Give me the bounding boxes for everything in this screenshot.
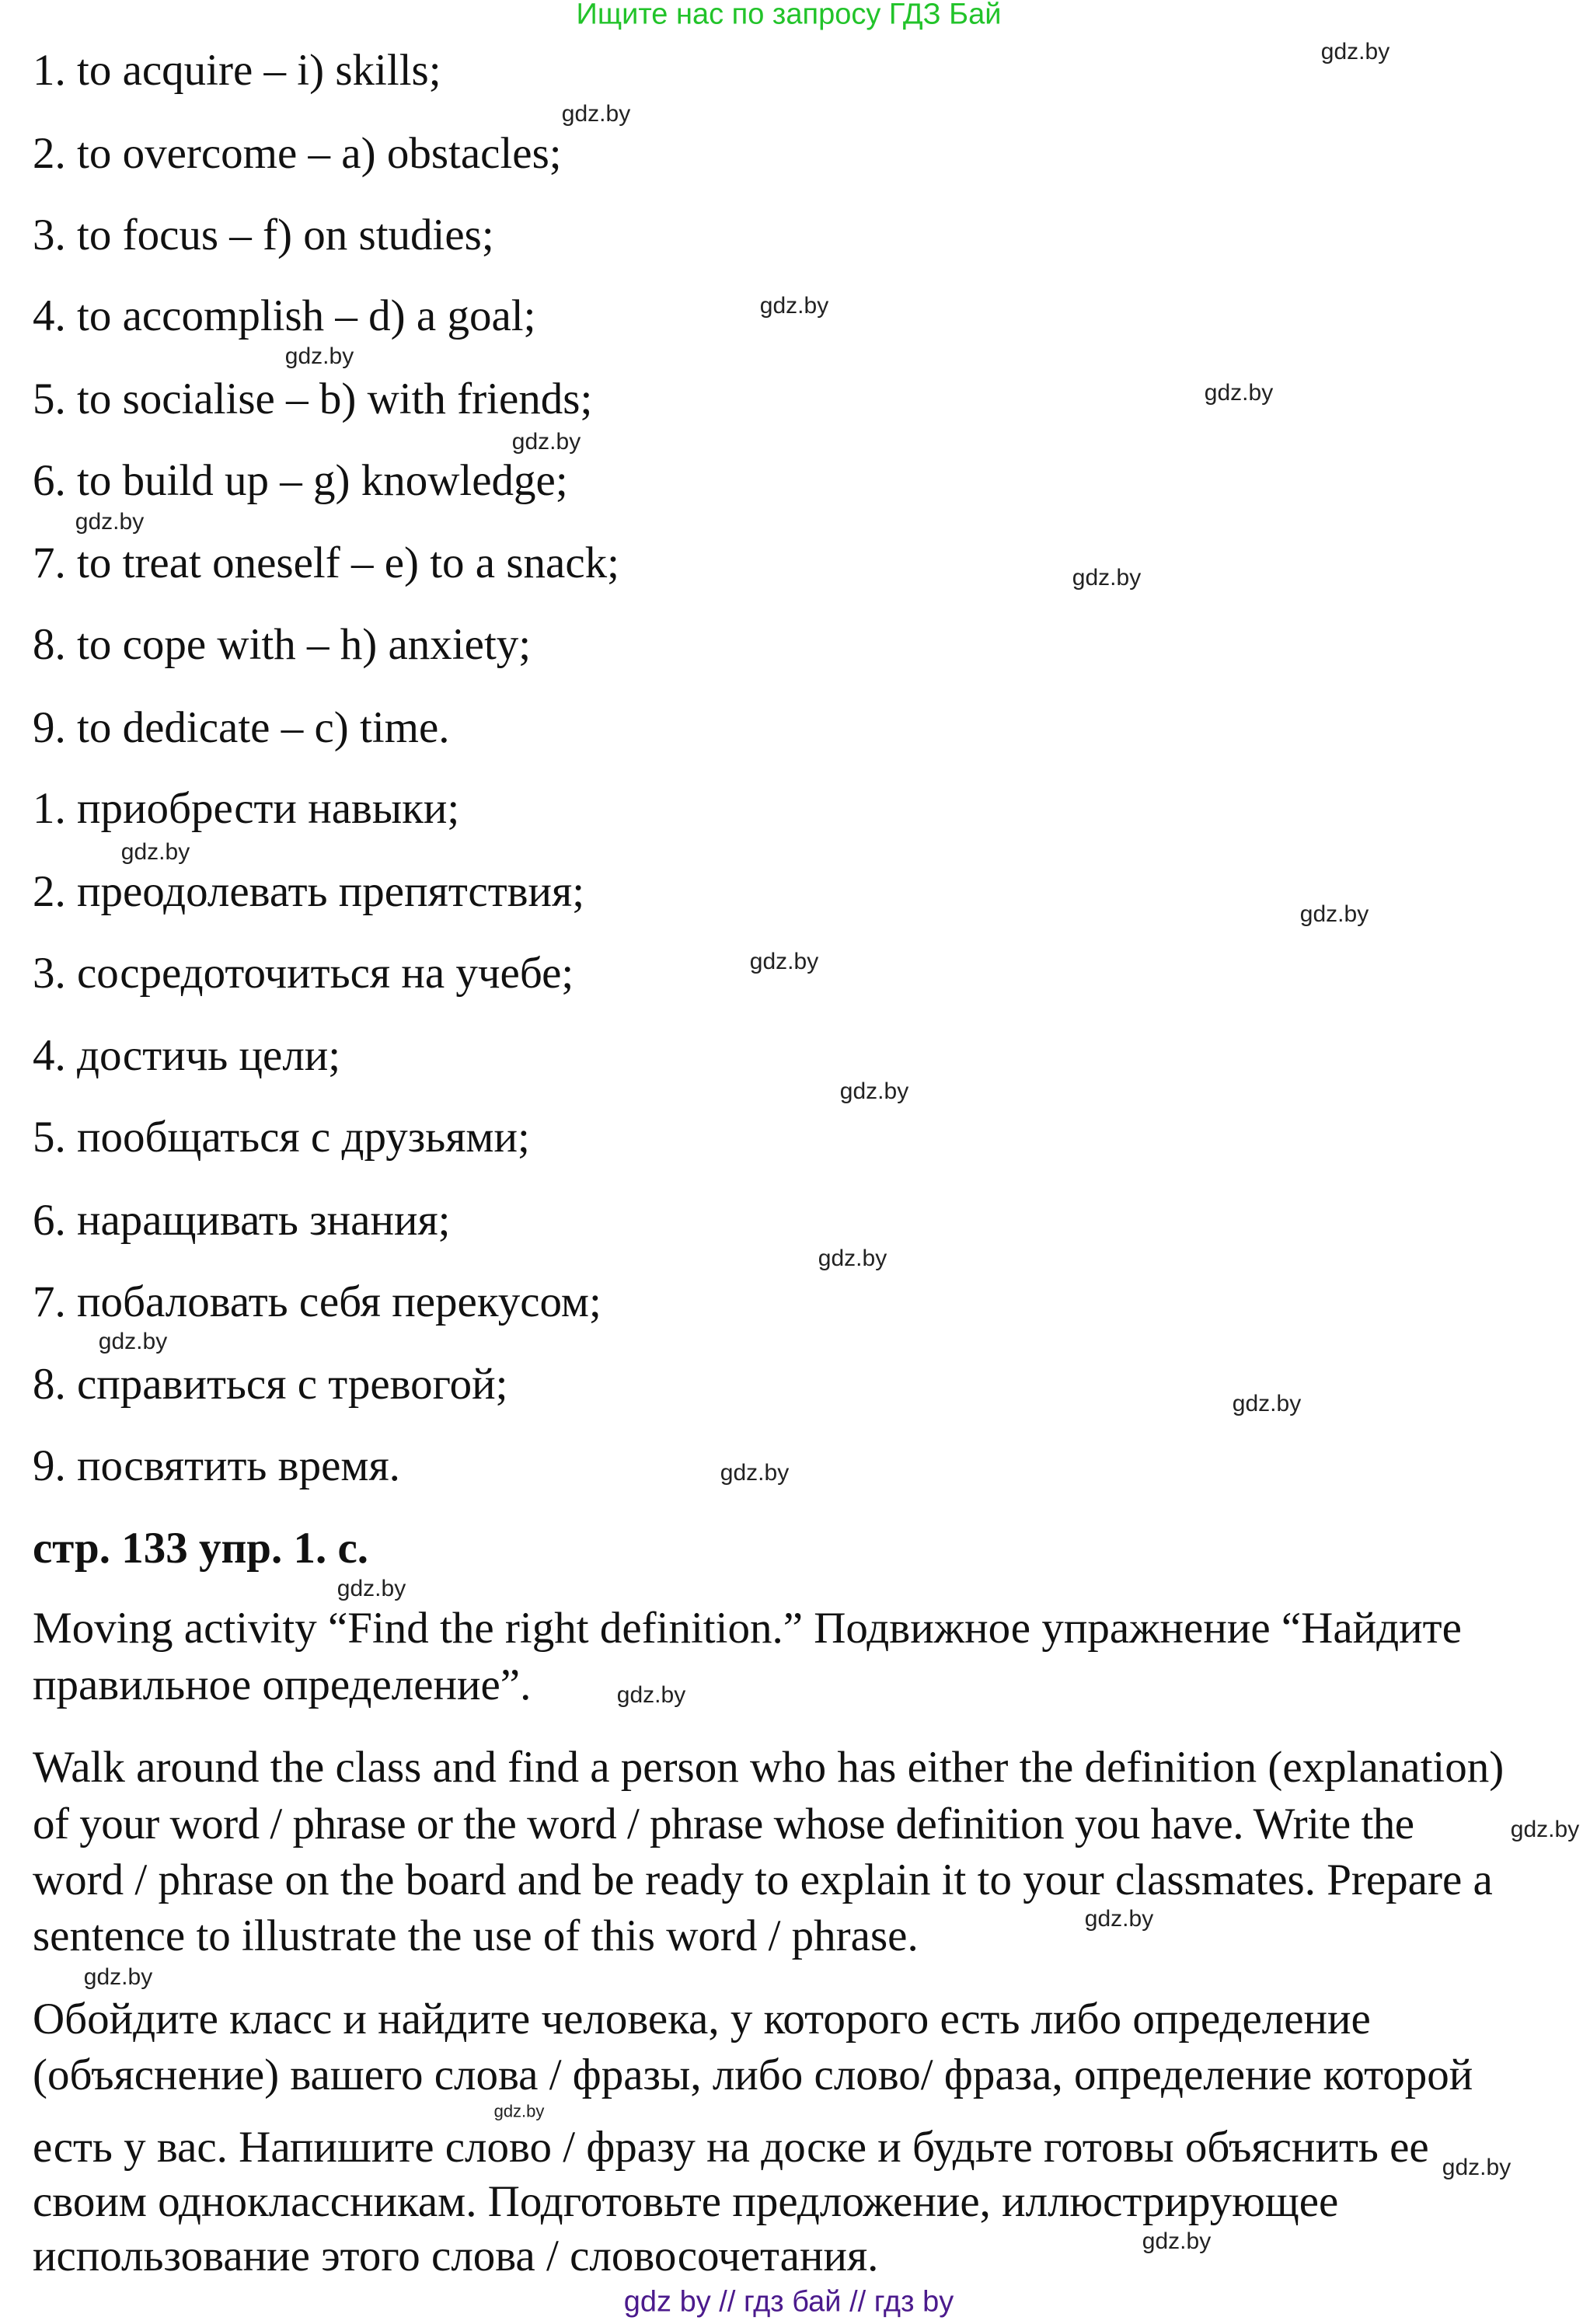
text-line: правильное определение”. (33, 1660, 532, 1709)
text-line: sentence to illustrate the use of this word / phrase. (33, 1911, 919, 1960)
header-banner-link[interactable]: Ищите нас по запросу ГДЗ Бай (576, 0, 1002, 31)
watermark: gdz.by (818, 1246, 887, 1271)
watermark: gdz.by (1299, 901, 1369, 927)
text-line: Walk around the class and find a person who has either the definition (explanation) (33, 1743, 1505, 1792)
watermark: gdz.by (75, 509, 145, 535)
watermark: gdz.by (493, 2101, 545, 2121)
watermark: gdz.by (120, 839, 190, 865)
footer-links[interactable]: gdz by // гдз бай // гдз by (623, 2285, 954, 2319)
section-heading: стр. 133 упр. 1. с. (33, 1524, 369, 1573)
text-line: (объяснение) вашего слова / фразы, либо слово/ фраза, определение которой (33, 2050, 1473, 2099)
list-item: 9. посвятить время. (33, 1441, 400, 1490)
list-item: 2. to overcome – a) obstacles; (33, 129, 562, 178)
list-item: 1. приобрести навыки; (33, 784, 460, 833)
list-item: 4. достичь цели; (33, 1031, 341, 1080)
list-item: 3. сосредоточиться на учебе; (33, 949, 574, 998)
list-item: 4. to accomplish – d) a goal; (33, 291, 536, 340)
text-line: есть у вас. Напишите слово / фразу на доске и будьте готовы объяснить ее (33, 2123, 1429, 2172)
watermark: gdz.by (1320, 39, 1390, 64)
list-item: 7. побаловать себя перекусом; (33, 1277, 601, 1326)
watermark: gdz.by (1142, 2228, 1212, 2254)
watermark: gdz.by (749, 949, 819, 974)
text-line: Moving activity “Find the right definition.” Подвижное упражнение “Найдите (33, 1604, 1462, 1653)
list-item: 8. справиться с тревогой; (33, 1360, 508, 1409)
watermark: gdz.by (759, 293, 829, 319)
text-line: своим одноклассникам. Подготовьте предложение, иллюстрирующее (33, 2177, 1339, 2226)
text-line: Обойдите класс и найдите человека, у которого есть либо определение (33, 1995, 1371, 2044)
watermark: gdz.by (1084, 1906, 1154, 1932)
watermark: gdz.by (83, 1964, 153, 1990)
list-item: 1. to acquire – i) skills; (33, 46, 441, 95)
watermark: gdz.by (1204, 380, 1274, 406)
watermark: gdz.by (1072, 565, 1142, 591)
watermark: gdz.by (336, 1576, 406, 1601)
text-line: word / phrase on the board and be ready to explain it to your classmates. Prepare a (33, 1855, 1493, 1904)
watermark: gdz.by (839, 1078, 909, 1104)
watermark: gdz.by (1510, 1817, 1580, 1842)
list-item: 3. to focus – f) on studies; (33, 211, 494, 260)
list-item: 9. to dedicate – c) time. (33, 703, 450, 752)
watermark: gdz.by (98, 1329, 168, 1354)
list-item: 5. to socialise – b) with friends; (33, 375, 593, 423)
list-item: 5. пообщаться с друзьями; (33, 1113, 530, 1162)
watermark: gdz.by (284, 343, 354, 369)
watermark: gdz.by (511, 429, 581, 455)
watermark: gdz.by (616, 1682, 686, 1708)
text-line: of your word / phrase or the word / phrase whose definition you have. Write the (33, 1800, 1414, 1848)
watermark: gdz.by (561, 101, 631, 127)
list-item: 8. to cope with – h) anxiety; (33, 620, 532, 669)
watermark: gdz.by (720, 1460, 790, 1486)
list-item: 2. преодолевать препятствия; (33, 867, 585, 916)
watermark: gdz.by (1232, 1391, 1302, 1416)
list-item: 6. наращивать знания; (33, 1196, 451, 1245)
watermark: gdz.by (1442, 2155, 1512, 2180)
list-item: 6. to build up – g) knowledge; (33, 456, 568, 505)
list-item: 7. to treat oneself – e) to a snack; (33, 538, 619, 587)
text-line: использование этого слова / словосочетания. (33, 2232, 879, 2280)
